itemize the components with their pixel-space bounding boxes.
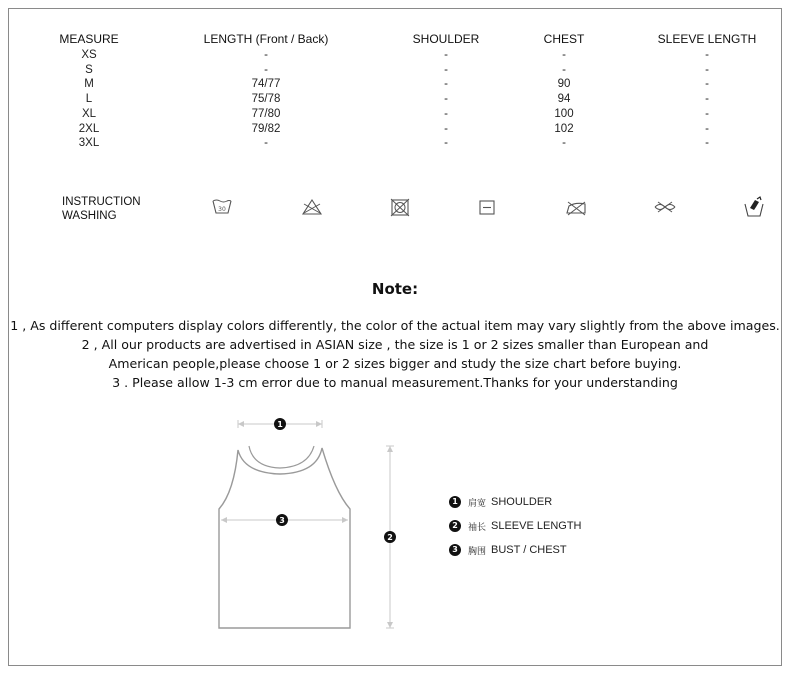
cell-sleeve: - (705, 122, 709, 135)
legend-item-shoulder (449, 495, 582, 509)
legend-item-sleeve-length (449, 519, 582, 533)
legend-label: SHOULDER (491, 496, 553, 508)
cell-length: 77/80 (251, 107, 281, 120)
cell-shoulder: - (444, 78, 448, 91)
note-line-3: American people,please choose 1 or 2 sizes bigger and study the size chart before buying. (108, 356, 682, 371)
cell-sleeve: - (705, 107, 709, 120)
marker-1 (274, 418, 286, 430)
marker-3-label: 3 (279, 516, 285, 525)
legend-cn-label: 胸围 (468, 546, 487, 557)
marker-2-label: 2 (387, 533, 393, 542)
cell-length: - (264, 137, 268, 150)
cell-sleeve: - (705, 78, 709, 91)
washing-instruction-label (62, 195, 141, 223)
size-label: 3XL (78, 137, 100, 150)
header-measure: MEASURE (59, 32, 119, 46)
size-label: S (85, 63, 93, 76)
no-iron-icon (563, 196, 589, 218)
cell-shoulder: - (444, 122, 448, 135)
header-length: LENGTH (Front / Back) (203, 32, 329, 46)
legend-item-bust-chest (449, 543, 582, 557)
cell-chest: - (562, 63, 566, 76)
washing-label-line2: WASHING (62, 210, 117, 222)
hand-wash-icon (741, 196, 767, 218)
cell-shoulder: - (444, 137, 448, 150)
marker-2 (384, 531, 396, 543)
size-label: XS (81, 49, 97, 61)
tank-top-outline (219, 446, 350, 628)
washing-label-line1: INSTRUCTION (62, 196, 141, 208)
cell-shoulder: - (444, 63, 448, 76)
legend-label: SLEEVE LENGTH (491, 520, 582, 532)
cell-sleeve: - (705, 137, 709, 150)
no-tumble-dry-icon (387, 196, 413, 218)
size-label: M (84, 78, 94, 91)
note-line-4: 3 . Please allow 1-3 cm error due to manual measurement.Thanks for your understanding (112, 375, 678, 390)
diagram-legend (449, 495, 582, 557)
marker-3 (276, 514, 288, 526)
cell-shoulder: - (444, 93, 448, 106)
cell-shoulder: - (444, 107, 448, 120)
cell-chest: 100 (554, 107, 574, 120)
dry-flat-icon (474, 196, 500, 218)
cell-length: 75/78 (251, 93, 281, 106)
cell-chest: - (562, 49, 566, 61)
legend-cn-label: 肩宽 (468, 498, 487, 509)
marker-1-label: 1 (277, 420, 283, 429)
cell-chest: - (562, 137, 566, 150)
cell-chest: 90 (557, 78, 571, 91)
cell-sleeve: - (705, 93, 709, 106)
header-sleeve-length: SLEEVE LENGTH (657, 32, 757, 46)
legend-number: 3 (449, 544, 461, 556)
cell-sleeve: - (705, 63, 709, 76)
note-line-2: 2 , All our products are advertised in ASIAN size , the size is 1 or 2 sizes smaller than European and (81, 337, 709, 352)
legend-label: BUST / CHEST (491, 544, 567, 556)
size-label: XL (81, 107, 97, 120)
cell-sleeve: - (705, 49, 709, 61)
legend-cn-label: 袖长 (468, 522, 487, 533)
cell-length: - (264, 63, 268, 76)
tank-top-diagram (200, 410, 420, 638)
size-label: 2XL (78, 122, 100, 135)
cell-chest: 94 (557, 93, 571, 106)
header-shoulder: SHOULDER (412, 32, 480, 46)
cell-length: 79/82 (251, 122, 281, 135)
legend-number: 2 (449, 520, 461, 532)
cell-length: 74/77 (251, 78, 281, 91)
legend-number: 1 (449, 496, 461, 508)
note-line-1: 1 , As different computers display colors differently, the color of the actual item may vary slightly from the above images. (10, 318, 780, 333)
size-label: L (85, 93, 93, 106)
svg-text:30: 30 (218, 206, 226, 213)
header-chest: CHEST (543, 32, 585, 46)
cell-length: - (264, 49, 268, 61)
no-bleach-icon (299, 196, 325, 218)
cell-shoulder: - (444, 49, 448, 61)
wash-30-icon (209, 196, 235, 218)
cell-chest: 102 (554, 122, 574, 135)
note-title: Note: (371, 280, 419, 298)
no-dry-clean-icon (652, 196, 678, 218)
